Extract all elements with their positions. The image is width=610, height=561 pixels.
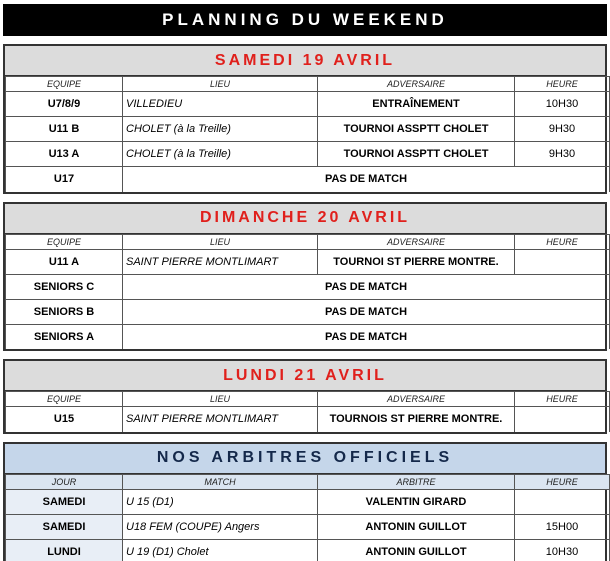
header-adversaire: ADVERSAIRE	[318, 77, 515, 92]
section-title-monday: LUNDI 21 AVRIL	[5, 361, 605, 391]
table-row	[6, 514, 610, 539]
no-match-cell: PAS DE MATCH	[123, 324, 610, 349]
team-cell: U11 A	[6, 249, 123, 274]
header-equipe: EQUIPE	[6, 234, 123, 249]
time-cell: 9H30	[515, 117, 610, 142]
team-cell: U17	[6, 167, 123, 192]
place-cell: SAINT PIERRE MONTLIMART	[123, 249, 318, 274]
team-cell: U7/8/9	[6, 92, 123, 117]
header-heure: HEURE	[515, 234, 610, 249]
no-match-cell: PAS DE MATCH	[123, 299, 610, 324]
day-cell: SAMEDI	[6, 514, 123, 539]
table-row	[6, 167, 610, 192]
time-cell: 10H30	[515, 539, 610, 561]
table-header	[6, 234, 610, 249]
referee-cell: ANTONIN GUILLOT	[318, 539, 515, 561]
time-cell	[515, 249, 610, 274]
table-row	[6, 92, 610, 117]
time-cell: 15H00	[515, 514, 610, 539]
team-cell: SENIORS B	[6, 299, 123, 324]
match-cell: U18 FEM (COUPE) Angers	[123, 514, 318, 539]
section-monday	[3, 359, 607, 434]
opponent-cell: TOURNOI ST PIERRE MONTRE.	[318, 249, 515, 274]
header-arbitre: ARBITRE	[318, 474, 515, 489]
table-row	[6, 407, 610, 432]
header-heure: HEURE	[515, 77, 610, 92]
header-equipe: EQUIPE	[6, 77, 123, 92]
no-match-cell: PAS DE MATCH	[123, 274, 610, 299]
table-header	[6, 474, 610, 489]
table-header	[6, 77, 610, 92]
table-header	[6, 392, 610, 407]
place-cell: CHOLET (à la Treille)	[123, 117, 318, 142]
match-cell: U 15 (D1)	[123, 489, 318, 514]
match-cell: U 19 (D1) Cholet	[123, 539, 318, 561]
team-cell: SENIORS C	[6, 274, 123, 299]
day-cell: SAMEDI	[6, 489, 123, 514]
time-cell: 10H30	[515, 92, 610, 117]
section-referees	[3, 442, 607, 561]
section-sunday	[3, 202, 607, 352]
team-cell: U13 A	[6, 142, 123, 167]
table-row	[6, 142, 610, 167]
opponent-cell: ENTRAÎNEMENT	[318, 92, 515, 117]
section-saturday	[3, 44, 607, 194]
table-row	[6, 299, 610, 324]
table-referees	[5, 474, 610, 561]
team-cell: U11 B	[6, 117, 123, 142]
table-row	[6, 274, 610, 299]
table-sunday	[5, 234, 610, 350]
header-lieu: LIEU	[123, 77, 318, 92]
no-match-cell: PAS DE MATCH	[123, 167, 610, 192]
header-heure: HEURE	[515, 392, 610, 407]
section-title-sunday: DIMANCHE 20 AVRIL	[5, 204, 605, 234]
time-cell: 9H30	[515, 142, 610, 167]
table-row	[6, 324, 610, 349]
place-cell: CHOLET (à la Treille)	[123, 142, 318, 167]
time-cell	[515, 489, 610, 514]
table-row	[6, 249, 610, 274]
team-cell: U15	[6, 407, 123, 432]
section-title-referees: NOS ARBITRES OFFICIELS	[5, 444, 605, 474]
header-equipe: EQUIPE	[6, 392, 123, 407]
header-lieu: LIEU	[123, 234, 318, 249]
header-adversaire: ADVERSAIRE	[318, 392, 515, 407]
place-cell: SAINT PIERRE MONTLIMART	[123, 407, 318, 432]
referee-cell: VALENTIN GIRARD	[318, 489, 515, 514]
section-title-saturday: SAMEDI 19 AVRIL	[5, 46, 605, 76]
team-cell: SENIORS A	[6, 324, 123, 349]
table-row	[6, 539, 610, 561]
opponent-cell: TOURNOI ASSPTT CHOLET	[318, 117, 515, 142]
header-jour: JOUR	[6, 474, 123, 489]
table-row	[6, 489, 610, 514]
header-heure: HEURE	[515, 474, 610, 489]
day-cell: LUNDI	[6, 539, 123, 561]
header-match: MATCH	[123, 474, 318, 489]
page-title: PLANNING DU WEEKEND	[3, 4, 607, 36]
table-row	[6, 117, 610, 142]
place-cell: VILLEDIEU	[123, 92, 318, 117]
referee-cell: ANTONIN GUILLOT	[318, 514, 515, 539]
table-saturday	[5, 76, 610, 192]
opponent-cell: TOURNOI ASSPTT CHOLET	[318, 142, 515, 167]
table-monday	[5, 391, 610, 432]
time-cell	[515, 407, 610, 432]
opponent-cell: TOURNOIS ST PIERRE MONTRE.	[318, 407, 515, 432]
header-adversaire: ADVERSAIRE	[318, 234, 515, 249]
header-lieu: LIEU	[123, 392, 318, 407]
